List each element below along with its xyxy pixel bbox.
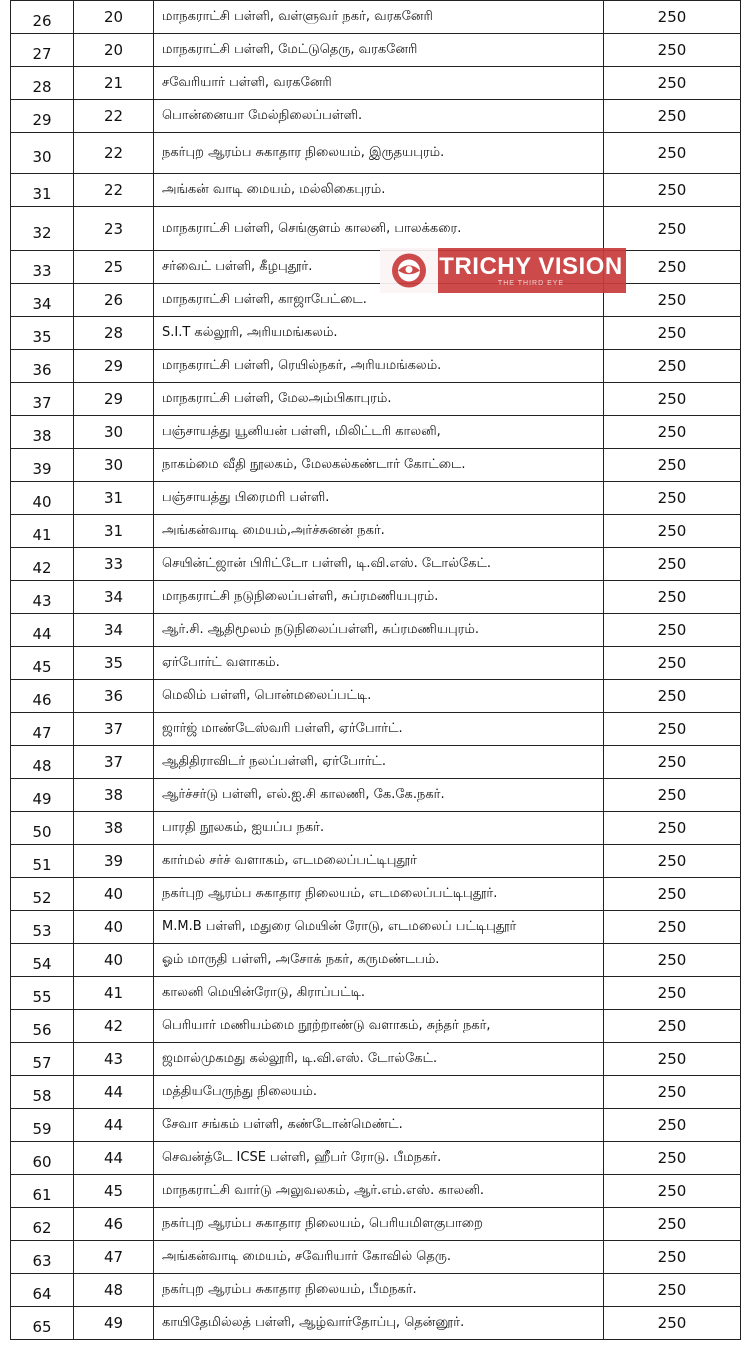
ward-number-cell: 35 <box>74 647 154 680</box>
dose-count-cell: 250 <box>604 515 741 548</box>
ward-number-cell: 40 <box>74 878 154 911</box>
dose-count-cell: 250 <box>604 34 741 67</box>
table-row <box>11 746 741 779</box>
table-row <box>11 1109 741 1142</box>
ward-number-cell: 26 <box>74 284 154 317</box>
table-row <box>11 482 741 515</box>
serial-number-cell: 47 <box>11 713 74 746</box>
serial-number-cell: 30 <box>11 133 74 174</box>
dose-count-cell: 250 <box>604 416 741 449</box>
dose-count-cell: 250 <box>604 548 741 581</box>
centre-location-cell: மத்தியபேருந்து நிலையம். <box>154 1076 604 1109</box>
watermark-title: TRICHY VISION <box>439 253 623 280</box>
dose-count-cell: 250 <box>604 713 741 746</box>
serial-number-cell: 62 <box>11 1208 74 1241</box>
ward-number-cell: 22 <box>74 133 154 174</box>
serial-number-cell: 50 <box>11 812 74 845</box>
serial-number-cell: 37 <box>11 383 74 416</box>
centre-location-cell: மெலிம் பள்ளி, பொன்மலைப்பட்டி. <box>154 680 604 713</box>
serial-number-cell: 42 <box>11 548 74 581</box>
dose-count-cell: 250 <box>604 284 741 317</box>
ward-number-cell: 34 <box>74 581 154 614</box>
ward-number-cell: 38 <box>74 779 154 812</box>
serial-number-cell: 26 <box>11 1 74 34</box>
table-row <box>11 581 741 614</box>
serial-number-cell: 57 <box>11 1043 74 1076</box>
centre-location-cell: நகர்புற ஆரம்ப சுகாதார நிலையம், இருதயபுரம். <box>154 133 604 174</box>
centre-location-cell: ஏர்போர்ட் வளாகம். <box>154 647 604 680</box>
dose-count-cell: 250 <box>604 1109 741 1142</box>
centre-location-cell: மாநகராட்சி பள்ளி, வள்ளுவர் நகர், வரகனேரி <box>154 1 604 34</box>
centre-location-cell: பஞ்சாயத்து யூனியன் பள்ளி, மிலிட்டரி காலனி, <box>154 416 604 449</box>
ward-number-cell: 31 <box>74 515 154 548</box>
dose-count-cell: 250 <box>604 1274 741 1307</box>
dose-count-cell: 250 <box>604 383 741 416</box>
dose-count-cell: 250 <box>604 100 741 133</box>
centre-location-cell: ஆர்ச்சர்டு பள்ளி, எல்.ஐ.சி காலணி, கே.கே.நகர். <box>154 779 604 812</box>
trichy-vision-watermark <box>380 248 626 293</box>
table-row <box>11 977 741 1010</box>
dose-count-cell: 250 <box>604 449 741 482</box>
centre-location-cell: S.I.T கல்லூரி, அரியமங்கலம். <box>154 317 604 350</box>
ward-number-cell: 49 <box>74 1307 154 1340</box>
dose-count-cell: 250 <box>604 1175 741 1208</box>
table-row <box>11 1043 741 1076</box>
table-row <box>11 614 741 647</box>
centre-location-cell: செவன்த்டே ICSE பள்ளி, ஹீபர் ரோடு. பீமநகர். <box>154 1142 604 1175</box>
serial-number-cell: 44 <box>11 614 74 647</box>
serial-number-cell: 59 <box>11 1109 74 1142</box>
dose-count-cell: 250 <box>604 1208 741 1241</box>
centre-location-cell: சர்வைட் பள்ளி, கீழபுதூர். <box>154 251 604 284</box>
dose-count-cell: 250 <box>604 1010 741 1043</box>
table-row <box>11 383 741 416</box>
dose-count-cell: 250 <box>604 350 741 383</box>
dose-count-cell: 250 <box>604 812 741 845</box>
centre-location-cell: நகர்புற ஆரம்ப சுகாதார நிலையம், பெரியமிளகுபாறை <box>154 1208 604 1241</box>
dose-count-cell: 250 <box>604 1241 741 1274</box>
table-row <box>11 1076 741 1109</box>
ward-number-cell: 21 <box>74 67 154 100</box>
serial-number-cell: 64 <box>11 1274 74 1307</box>
ward-number-cell: 44 <box>74 1109 154 1142</box>
ward-number-cell: 29 <box>74 350 154 383</box>
ward-number-cell: 40 <box>74 911 154 944</box>
serial-number-cell: 60 <box>11 1142 74 1175</box>
serial-number-cell: 43 <box>11 581 74 614</box>
dose-count-cell: 250 <box>604 944 741 977</box>
centre-location-cell: பாரதி நூலகம், ஐயப்ப நகர். <box>154 812 604 845</box>
table-row <box>11 100 741 133</box>
serial-number-cell: 32 <box>11 207 74 251</box>
serial-number-cell: 52 <box>11 878 74 911</box>
serial-number-cell: 28 <box>11 67 74 100</box>
ward-number-cell: 22 <box>74 100 154 133</box>
table-body <box>11 1 741 1340</box>
dose-count-cell: 250 <box>604 614 741 647</box>
ward-number-cell: 22 <box>74 174 154 207</box>
dose-count-cell: 250 <box>604 174 741 207</box>
centre-location-cell: ஜார்ஜ் மாண்டேஸ்வரி பள்ளி, ஏர்போர்ட். <box>154 713 604 746</box>
ward-number-cell: 33 <box>74 548 154 581</box>
table-row <box>11 647 741 680</box>
ward-number-cell: 20 <box>74 34 154 67</box>
serial-number-cell: 56 <box>11 1010 74 1043</box>
dose-count-cell: 250 <box>604 977 741 1010</box>
dose-count-cell: 250 <box>604 1307 741 1340</box>
centre-location-cell: M.M.B பள்ளி, மதுரை மெயின் ரோடு, எடமலைப் பட்டிபுதூர் <box>154 911 604 944</box>
centre-location-cell: மாநகராட்சி பள்ளி, செங்குளம் காலனி, பாலக்கரை. <box>154 207 604 251</box>
table-row <box>11 174 741 207</box>
ward-number-cell: 23 <box>74 207 154 251</box>
table-row <box>11 416 741 449</box>
dose-count-cell: 250 <box>604 1076 741 1109</box>
ward-number-cell: 48 <box>74 1274 154 1307</box>
serial-number-cell: 49 <box>11 779 74 812</box>
serial-number-cell: 61 <box>11 1175 74 1208</box>
centre-location-cell: ஜமால்முகமது கல்லூரி, டி.வி.எஸ். டோல்கேட். <box>154 1043 604 1076</box>
serial-number-cell: 31 <box>11 174 74 207</box>
serial-number-cell: 55 <box>11 977 74 1010</box>
serial-number-cell: 39 <box>11 449 74 482</box>
table-row <box>11 1142 741 1175</box>
dose-count-cell: 250 <box>604 67 741 100</box>
ward-number-cell: 44 <box>74 1076 154 1109</box>
centre-location-cell: சவேரியார் பள்ளி, வரகனேரி <box>154 67 604 100</box>
ward-number-cell: 47 <box>74 1241 154 1274</box>
ward-number-cell: 43 <box>74 1043 154 1076</box>
table-row <box>11 845 741 878</box>
table-row <box>11 548 741 581</box>
table-row <box>11 1208 741 1241</box>
table-row <box>11 251 741 284</box>
centre-location-cell: பஞ்சாயத்து பிரைமரி பள்ளி. <box>154 482 604 515</box>
centre-location-cell: நாகம்மை வீதி நூலகம், மேலகல்கண்டார் கோட்டை. <box>154 449 604 482</box>
centre-location-cell: நகர்புற ஆரம்ப சுகாதார நிலையம், எடமலைப்பட்டிபுதூர். <box>154 878 604 911</box>
table-row <box>11 515 741 548</box>
centre-location-cell: காயிதேமில்லத் பள்ளி, ஆழ்வார்தோப்பு, தென்னூர். <box>154 1307 604 1340</box>
table-row <box>11 1175 741 1208</box>
table-row <box>11 944 741 977</box>
centre-location-cell: செயின்ட்ஜான் பிரிட்டோ பள்ளி, டி.வி.எஸ். டோல்கேட். <box>154 548 604 581</box>
table-row <box>11 713 741 746</box>
dose-count-cell: 250 <box>604 317 741 350</box>
table-row <box>11 284 741 317</box>
ward-number-cell: 37 <box>74 713 154 746</box>
serial-number-cell: 27 <box>11 34 74 67</box>
dose-count-cell: 250 <box>604 133 741 174</box>
ward-number-cell: 28 <box>74 317 154 350</box>
centre-location-cell: மாநகராட்சி பள்ளி, காஜாபேட்டை. <box>154 284 604 317</box>
table-row <box>11 1274 741 1307</box>
centre-location-cell: பெரியார் மணியம்மை நூற்றாண்டு வளாகம், சுந்தர் நகர், <box>154 1010 604 1043</box>
table-row <box>11 207 741 251</box>
dose-count-cell: 250 <box>604 251 741 284</box>
serial-number-cell: 41 <box>11 515 74 548</box>
centre-location-cell: அங்கன் வாடி மையம், மல்லிகைபுரம். <box>154 174 604 207</box>
ward-number-cell: 42 <box>74 1010 154 1043</box>
ward-number-cell: 25 <box>74 251 154 284</box>
serial-number-cell: 35 <box>11 317 74 350</box>
table-row <box>11 779 741 812</box>
ward-number-cell: 36 <box>74 680 154 713</box>
centre-location-cell: அங்கன்வாடி மையம்,அர்ச்சுனன் நகர். <box>154 515 604 548</box>
centre-table <box>10 0 741 1340</box>
serial-number-cell: 33 <box>11 251 74 284</box>
serial-number-cell: 54 <box>11 944 74 977</box>
table-row <box>11 878 741 911</box>
dose-count-cell: 250 <box>604 746 741 779</box>
table-row <box>11 350 741 383</box>
ward-number-cell: 20 <box>74 1 154 34</box>
ward-number-cell: 29 <box>74 383 154 416</box>
serial-number-cell: 45 <box>11 647 74 680</box>
table-row <box>11 133 741 174</box>
dose-count-cell: 250 <box>604 581 741 614</box>
ward-number-cell: 34 <box>74 614 154 647</box>
centre-location-cell: கார்மல் சர்ச் வளாகம், எடமலைப்பட்டிபுதூர் <box>154 845 604 878</box>
table-row <box>11 1241 741 1274</box>
dose-count-cell: 250 <box>604 845 741 878</box>
centre-location-cell: ஆர்.சி. ஆதிமூலம் நடுநிலைப்பள்ளி, சுப்ரமணியபுரம். <box>154 614 604 647</box>
ward-number-cell: 41 <box>74 977 154 1010</box>
centre-location-cell: மாநகராட்சி பள்ளி, ரெயில்நகர், அரியமங்கலம். <box>154 350 604 383</box>
centre-location-cell: மாநகராட்சி நடுநிலைப்பள்ளி, சுப்ரமணியபுரம். <box>154 581 604 614</box>
dose-count-cell: 250 <box>604 1142 741 1175</box>
serial-number-cell: 53 <box>11 911 74 944</box>
table-row <box>11 911 741 944</box>
serial-number-cell: 46 <box>11 680 74 713</box>
vaccination-centre-table-sheet <box>10 0 740 1340</box>
centre-location-cell: நகர்புற ஆரம்ப சுகாதார நிலையம், பீமநகர். <box>154 1274 604 1307</box>
dose-count-cell: 250 <box>604 680 741 713</box>
dose-count-cell: 250 <box>604 647 741 680</box>
serial-number-cell: 40 <box>11 482 74 515</box>
serial-number-cell: 63 <box>11 1241 74 1274</box>
dose-count-cell: 250 <box>604 1043 741 1076</box>
centre-location-cell: மாநகராட்சி பள்ளி, மேட்டுதெரு, வரகனேரி <box>154 34 604 67</box>
ward-number-cell: 37 <box>74 746 154 779</box>
serial-number-cell: 65 <box>11 1307 74 1340</box>
dose-count-cell: 250 <box>604 911 741 944</box>
centre-location-cell: அங்கன்வாடி மையம், சவேரியார் கோவில் தெரு. <box>154 1241 604 1274</box>
ward-number-cell: 30 <box>74 416 154 449</box>
centre-location-cell: சேவா சங்கம் பள்ளி, கண்டோன்மெண்ட். <box>154 1109 604 1142</box>
ward-number-cell: 38 <box>74 812 154 845</box>
centre-location-cell: மாநகராட்சி வார்டு அலுவலகம், ஆர்.எம்.எஸ். காலனி. <box>154 1175 604 1208</box>
dose-count-cell: 250 <box>604 482 741 515</box>
serial-number-cell: 58 <box>11 1076 74 1109</box>
centre-location-cell: காலனி மெயின்ரோடு, கிராப்பட்டி. <box>154 977 604 1010</box>
serial-number-cell: 36 <box>11 350 74 383</box>
serial-number-cell: 38 <box>11 416 74 449</box>
ward-number-cell: 39 <box>74 845 154 878</box>
dose-count-cell: 250 <box>604 779 741 812</box>
eye-logo-icon <box>380 248 438 293</box>
table-row <box>11 317 741 350</box>
centre-location-cell: பொன்னையா மேல்நிலைப்பள்ளி. <box>154 100 604 133</box>
dose-count-cell: 250 <box>604 878 741 911</box>
dose-count-cell: 250 <box>604 207 741 251</box>
serial-number-cell: 34 <box>11 284 74 317</box>
ward-number-cell: 46 <box>74 1208 154 1241</box>
table-row <box>11 449 741 482</box>
table-row <box>11 1010 741 1043</box>
table-row <box>11 1 741 34</box>
ward-number-cell: 30 <box>74 449 154 482</box>
centre-location-cell: ஓம் மாருதி பள்ளி, அசோக் நகர், கருமண்டபம். <box>154 944 604 977</box>
centre-location-cell: ஆதிதிராவிடர் நலப்பள்ளி, ஏர்போர்ட். <box>154 746 604 779</box>
dose-count-cell: 250 <box>604 1 741 34</box>
centre-location-cell: மாநகராட்சி பள்ளி, மேலஅம்பிகாபுரம். <box>154 383 604 416</box>
ward-number-cell: 31 <box>74 482 154 515</box>
serial-number-cell: 29 <box>11 100 74 133</box>
serial-number-cell: 48 <box>11 746 74 779</box>
watermark-tagline: THE THIRD EYE <box>497 280 565 287</box>
ward-number-cell: 40 <box>74 944 154 977</box>
ward-number-cell: 44 <box>74 1142 154 1175</box>
table-row <box>11 67 741 100</box>
table-row <box>11 1307 741 1340</box>
table-row <box>11 812 741 845</box>
serial-number-cell: 51 <box>11 845 74 878</box>
table-row <box>11 680 741 713</box>
table-row <box>11 34 741 67</box>
ward-number-cell: 45 <box>74 1175 154 1208</box>
